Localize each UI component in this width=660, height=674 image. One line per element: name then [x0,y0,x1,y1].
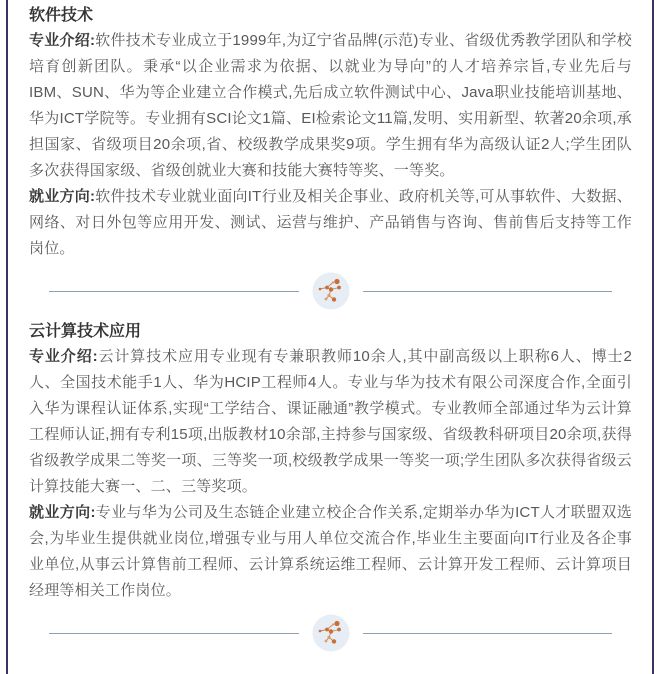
divider-line-right [363,633,613,634]
divider-line-left [49,291,299,292]
section-software-technology [29,6,632,310]
divider-line-right [363,291,613,292]
employment-direction-paragraph [29,184,632,262]
section-divider [29,272,632,310]
paragraph-label: 专业介绍: [29,348,98,365]
article-page [6,0,654,674]
section-title: 软件技术 [29,7,94,24]
paragraph-text: 专业与华为公司及生态链企业建立校企合作关系,定期举办华为ICT人才联盟双选会,为毕业生提供就业岗位,增强专业与用人单位交流合作,毕业生主要面向IT行业及各企事业单位,从事云计算售前工程师、云计算系统运维工程师、云计算开发工程师、云计算项目经理等相关工作岗位。 [29,504,632,599]
employment-direction-paragraph [29,500,632,604]
divider-line-left [49,633,299,634]
paragraph-text: 软件技术专业就业面向IT行业及相关企事业、政府机关等,可从事软件、大数据、网络、对日外包等应用开发、测试、运营与维护、产品销售与咨询、售前售后支持等工作岗位。 [29,188,633,257]
section-title: 云计算技术应用 [29,323,142,340]
paragraph-label: 就业方向: [29,188,96,205]
molecule-network-icon [312,614,350,652]
major-intro-paragraph [29,344,632,500]
paragraph-text: 软件技术专业成立于1999年,为辽宁省品牌(示范)专业、省级优秀教学团队和学校培育创新团队。秉承“以企业需求为依据、以就业为导向”的人才培养宗旨,专业先后与IBM、SUN、华为等企业建立合作模式,先后成立软件测试中心、Java职业技能培训基地、华为ICT学院等。专业拥有SCI论文1篇、EI检索论文11篇,发明、实用新型、软著20余项,承担国家、省级项目20余项,省、校级教学成果奖9项。学生拥有华为高级认证2人;学生团队多次获得国家级、省级创就业大赛和技能大赛特等奖、一等奖。 [29,32,632,179]
paragraph-text: 云计算技术应用专业现有专兼职教师10余人,其中副高级以上职称6人、博士2人、全国技术能手1人、华为HCIP工程师4人。专业与华为技术有限公司深度合作,全面引入华为课程认证体系,实现“工学结合、课证融通”教学模式。专业教师全部通过华为云计算工程师认证,拥有专利15项,出版教材10余部,主持参与国家级、省级教科研项目20余项,获得省级教学成果二等奖一项、三等奖一项,校级教学成果一等奖一项;学生团队多次获得省级云计算技能大赛一、二、三等奖项。 [29,348,632,495]
major-intro-paragraph [29,28,632,184]
paragraph-label: 就业方向: [29,504,96,521]
paragraph-label: 专业介绍: [29,32,96,49]
molecule-network-icon [312,272,350,310]
section-divider [29,614,632,652]
section-cloud-computing [29,322,632,652]
